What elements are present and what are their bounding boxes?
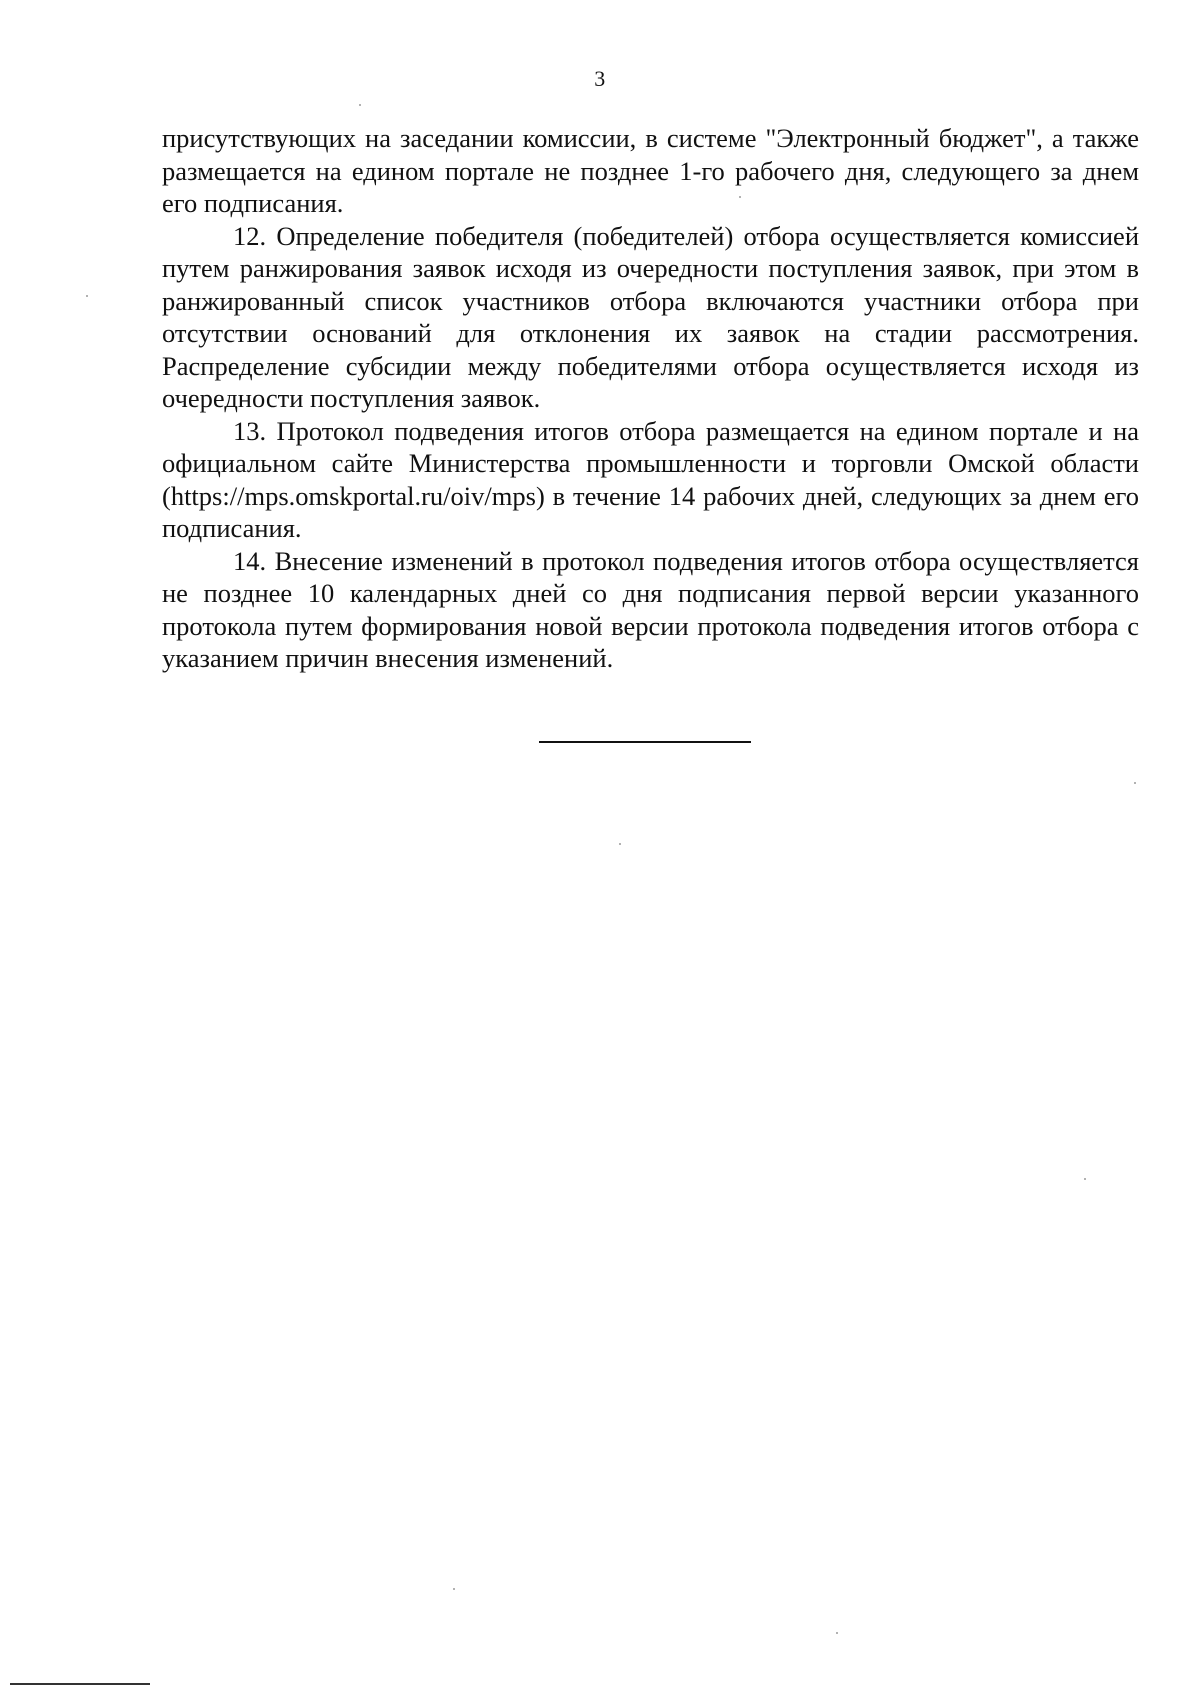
scan-speck — [739, 196, 741, 198]
scan-speck — [453, 1588, 455, 1590]
scan-speck — [1084, 1178, 1086, 1180]
footer-rule — [10, 1683, 150, 1685]
document-body — [162, 122, 1139, 675]
scan-speck — [359, 104, 361, 106]
scan-speck — [836, 1632, 838, 1634]
paragraph-item-14: 14. Внесение изменений в протокол подведения итогов отбора осуществляется не позднее 10 календарных дней со дня подписания первой версии указанного протокола путем формирования новой версии протокола подведения итогов отбора с указанием причин внесения изменений. — [162, 545, 1139, 673]
paragraph-item-12: 12. Определение победителя (победителей) отбора осуществляется комиссией путем ранжирования заявок исходя из очередности поступления заявок, при этом в ранжированный список участников отбора включаются участники отбора при отсутствии оснований для отклонения их заявок на стадии рассмотрения. Распределение субсидии между победителями отбора осуществляется исходя из очередности поступления заявок. — [162, 220, 1139, 413]
scan-speck — [1134, 782, 1136, 784]
page-number: 3 — [594, 66, 606, 91]
paragraph-item-13: 13. Протокол подведения итогов отбора размещается на едином портале и на официальном сайте Министерства промышленности и торговли Омской области (https://mps.omskportal.ru/oiv/mps) в течение 14 рабочих дней, следующих за днем его подписания. — [162, 415, 1139, 543]
scan-speck — [86, 295, 88, 297]
end-of-text-rule — [539, 741, 751, 743]
paragraph-continuation: присутствующих на заседании комиссии, в системе "Электронный бюджет", а также размещается на едином портале не позднее 1-го рабочего дня, следующего за днем его подписания. — [162, 123, 1139, 218]
scan-speck — [619, 843, 621, 845]
